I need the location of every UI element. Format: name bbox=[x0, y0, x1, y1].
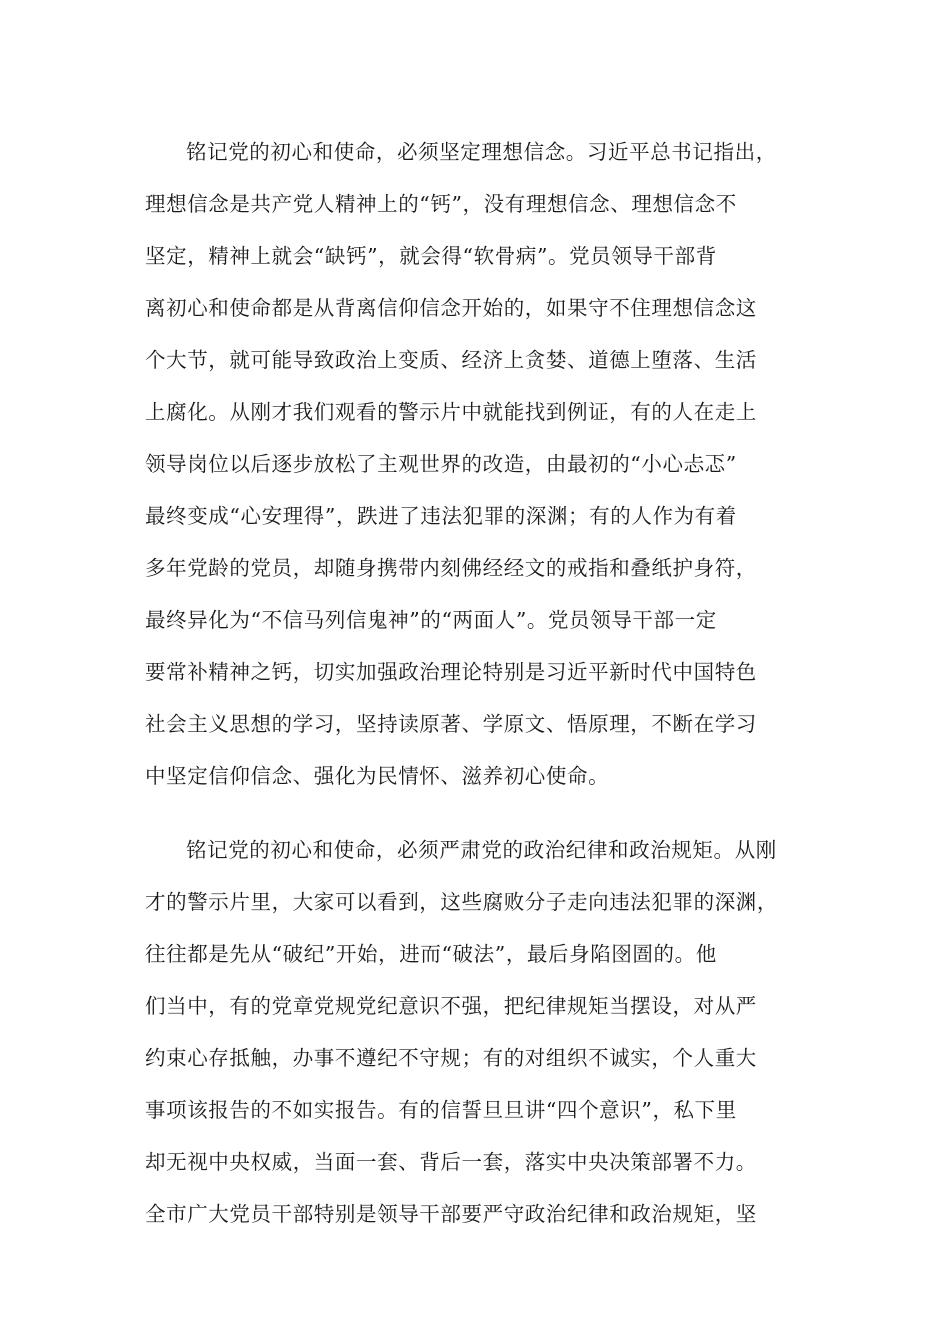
paragraph-line: 坚定，精神上就会“缺钙”，就会得“软骨病”。党员领导干部背 bbox=[145, 244, 717, 268]
paragraph-line: 最终变成“心安理得”，跌进了违法犯罪的深渊；有的人作为有着 bbox=[145, 504, 737, 528]
paragraph-line: 要常补精神之钙，切实加强政治理论特别是习近平新时代中国特色 bbox=[145, 660, 757, 684]
paragraph-line: 最终异化为“不信马列信鬼神”的“两面人”。党员领导干部一定 bbox=[145, 608, 717, 632]
paragraph-line: 领导岗位以后逐步放松了主观世界的改造，由最初的“小心忐忑” bbox=[145, 452, 737, 476]
paragraph-line: 离初心和使命都是从背离信仰信念开始的，如果守不住理想信念这 bbox=[145, 296, 757, 320]
paragraph-line: 却无视中央权威，当面一套、背后一套，落实中央决策部署不力。 bbox=[145, 1150, 757, 1174]
paragraph-line: 多年党龄的党员，却随身携带内刻佛经经文的戒指和叠纸护身符， bbox=[145, 556, 757, 580]
paragraph-line: 事项该报告的不如实报告。有的信誓旦旦讲“四个意识”，私下里 bbox=[145, 1098, 737, 1122]
paragraph-line: 约束心存抵触，办事不遵纪不守规；有的对组织不诚实，个人重大 bbox=[145, 1046, 757, 1070]
paragraph-line: 往往都是先从“破纪”开始，进而“破法”，最后身陷囹圄的。他 bbox=[145, 942, 717, 966]
paragraph-line: 铭记党的初心和使命，必须坚定理想信念。习近平总书记指出， bbox=[186, 140, 777, 164]
paragraph-line: 社会主义思想的学习，坚持读原著、学原文、悟原理，不断在学习 bbox=[145, 712, 757, 736]
paragraph-line: 铭记党的初心和使命，必须严肃党的政治纪律和政治规矩。从刚 bbox=[186, 838, 777, 862]
paragraph-political-discipline bbox=[145, 824, 815, 1240]
paragraph-line: 上腐化。从刚才我们观看的警示片中就能找到例证，有的人在走上 bbox=[145, 400, 757, 424]
paragraph-line: 个大节，就可能导致政治上变质、经济上贪婪、道德上堕落、生活 bbox=[145, 348, 757, 372]
paragraph-line: 全市广大党员干部特别是领导干部要严守政治纪律和政治规矩，坚 bbox=[145, 1202, 757, 1226]
paragraph-line: 理想信念是共产党人精神上的“钙”，没有理想信念、理想信念不 bbox=[145, 192, 737, 216]
paragraph-line: 们当中，有的党章党规党纪意识不强，把纪律规矩当摆设，对从严 bbox=[145, 994, 757, 1018]
paragraph-line: 才的警示片里，大家可以看到，这些腐败分子走向违法犯罪的深渊， bbox=[145, 890, 778, 914]
paragraph-line: 中坚定信仰信念、强化为民情怀、滋养初心使命。 bbox=[145, 764, 610, 788]
paragraph-ideals-and-beliefs bbox=[145, 126, 815, 802]
